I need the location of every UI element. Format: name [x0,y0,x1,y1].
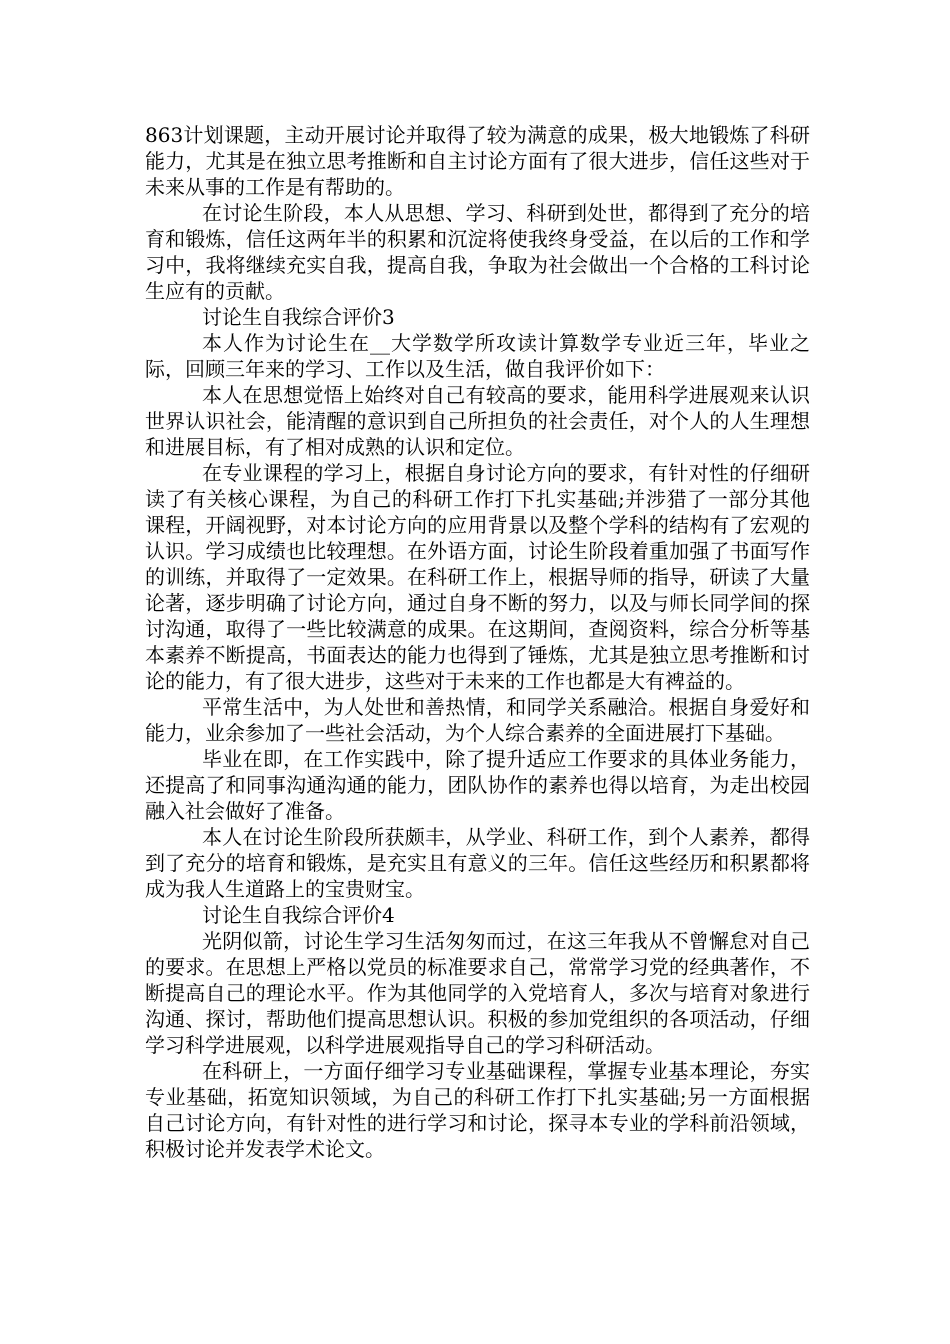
section-heading-4: 讨论生自我综合评价4 [202,903,395,927]
paragraph-4: 本人在思想觉悟上始终对自己有较高的要求，能用科学进展观来认识世界认识社会，能清醒的意识到自己所担负的社会责任，对个人的人生理想和进展目标，有了相对成熟的认识和定位。 [145,383,810,459]
paragraph-3: 本人作为讨论生在__大学数学所攻读计算数学专业近三年，毕业之际，回顾三年来的学习、工作以及生活，做自我评价如下： [145,331,810,381]
paragraph-5: 在专业课程的学习上，根据自身讨论方向的要求，有针对性的仔细研读了有关核心课程，为自己的科研工作打下扎实基础;并涉猎了一部分其他课程，开阔视野，对本讨论方向的应用背景以及整个学科的结构有了宏观的认识。学习成绩也比较理想。在外语方面，讨论生阶段着重加强了书面写作的训练，并取得了一定效果。在科研工作上，根据导师的指导，研读了大量论著，逐步明确了讨论方向，通过自身不断的努力，以及与师长同学间的探讨沟通，取得了一些比较满意的成果。在这期间，查阅资料，综合分析等基本素养不断提高，书面表达的能力也得到了锤炼，尤其是独立思考推断和讨论的能力，有了很大进步，这些对于未来的工作也都是大有裨益的。 [145,461,810,693]
paragraph-9: 光阴似箭，讨论生学习生活匆匆而过，在这三年我从不曾懈怠对自己的要求。在思想上严格以党员的标准要求自己，常常学习党的经典著作，不断提高自己的理论水平。作为其他同学的入党培育人，多次与培育对象进行沟通、探讨，帮助他们提高思想认识。积极的参加党组织的各项活动，仔细学习科学进展观，以科学进展观指导自己的学习科研活动。 [145,929,810,1057]
paragraph-1: 863计划课题，主动开展讨论并取得了较为满意的成果，极大地锻炼了科研能力，尤其是在独立思考推断和自主讨论方面有了很大进步，信任这些对于未来从事的工作是有帮助的。 [145,123,810,199]
paragraph-8: 本人在讨论生阶段所获颇丰，从学业、科研工作，到个人素养，都得到了充分的培育和锻炼，是充实且有意义的三年。信任这些经历和积累都将成为我人生道路上的宝贵财宝。 [145,825,810,901]
paragraph-6: 平常生活中，为人处世和善热情，和同学关系融洽。根据自身爱好和能力，业余参加了一些社会活动，为个人综合素养的全面进展打下基础。 [145,695,810,745]
document-body [145,122,810,1162]
paragraph-10: 在科研上，一方面仔细学习专业基础课程，掌握专业基本理论，夯实专业基础，拓宽知识领域，为自己的科研工作打下扎实基础;另一方面根据自己讨论方向，有针对性的进行学习和讨论，探寻本专业的学科前沿领域，积极讨论并发表学术论文。 [145,1059,810,1161]
paragraph-7: 毕业在即，在工作实践中，除了提升适应工作要求的具体业务能力，还提高了和同事沟通沟通的能力，团队协作的素养也得以培育，为走出校园融入社会做好了准备。 [145,747,810,823]
section-heading-3: 讨论生自我综合评价3 [202,305,395,329]
paragraph-2: 在讨论生阶段，本人从思想、学习、科研到处世，都得到了充分的培育和锻炼，信任这两年半的积累和沉淀将使我终身受益，在以后的工作和学习中，我将继续充实自我，提高自我，争取为社会做出一个合格的工科讨论生应有的贡献。 [145,201,810,303]
